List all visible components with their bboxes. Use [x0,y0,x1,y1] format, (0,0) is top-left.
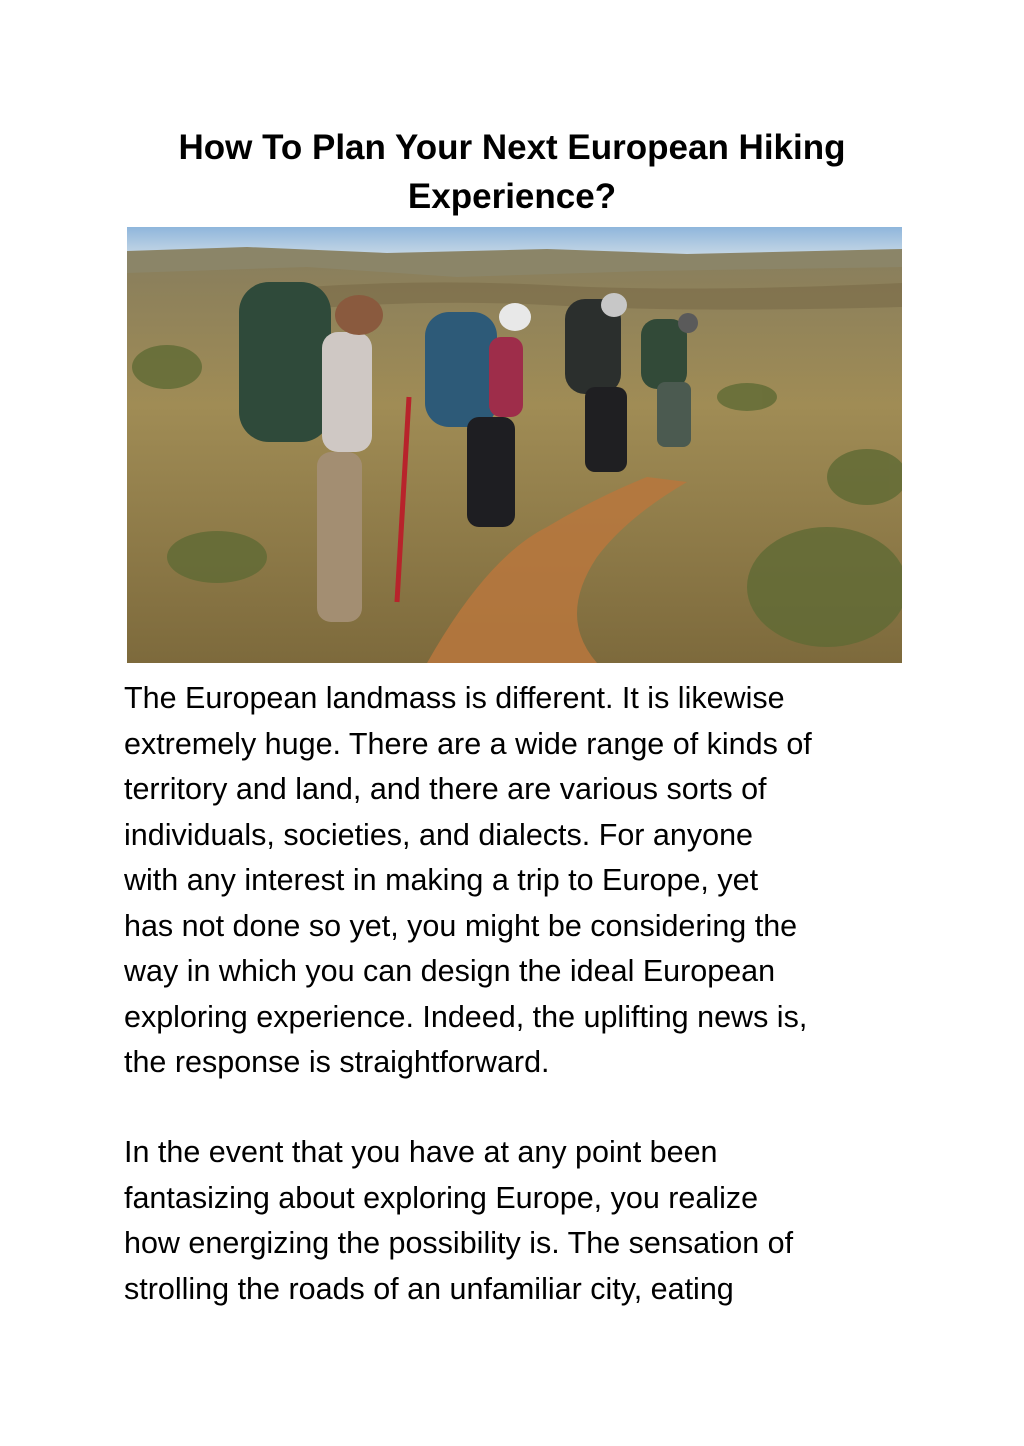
body-paragraph-2 [124,1130,914,1312]
page-title [124,123,900,221]
body-paragraph-1 [124,676,914,1086]
paragraph-line: the response is straightforward. [124,1045,550,1079]
paragraph-line: exploring experience. Indeed, the uplifting news is, [124,999,808,1034]
hero-photo-illustration [127,227,902,663]
title-line-1: How To Plan Your Next European Hiking [178,128,846,167]
paragraph-line: individuals, societies, and dialects. For anyone [124,817,753,852]
paragraph-line: has not done so yet, you might be considering the [124,908,798,943]
paragraph-line: way in which you can design the ideal European [124,954,776,988]
title-line-2: Experience? [407,177,617,216]
paragraph-line: territory and land, and there are various sorts of [124,772,767,806]
paragraph-line: strolling the roads of an unfamiliar city, eating [124,1271,734,1306]
paragraph-line: how energizing the possibility is. The sensation of [124,1226,794,1260]
paragraph-line: extremely huge. There are a wide range of kinds of [124,726,812,761]
paragraph-line: fantasizing about exploring Europe, you realize [124,1180,759,1215]
paragraph-line: with any interest in making a trip to Europe, yet [124,863,759,897]
hero-photo [127,227,902,663]
paragraph-line: In the event that you have at any point been [124,1135,718,1169]
paragraph-line: The European landmass is different. It is likewise [124,681,785,715]
